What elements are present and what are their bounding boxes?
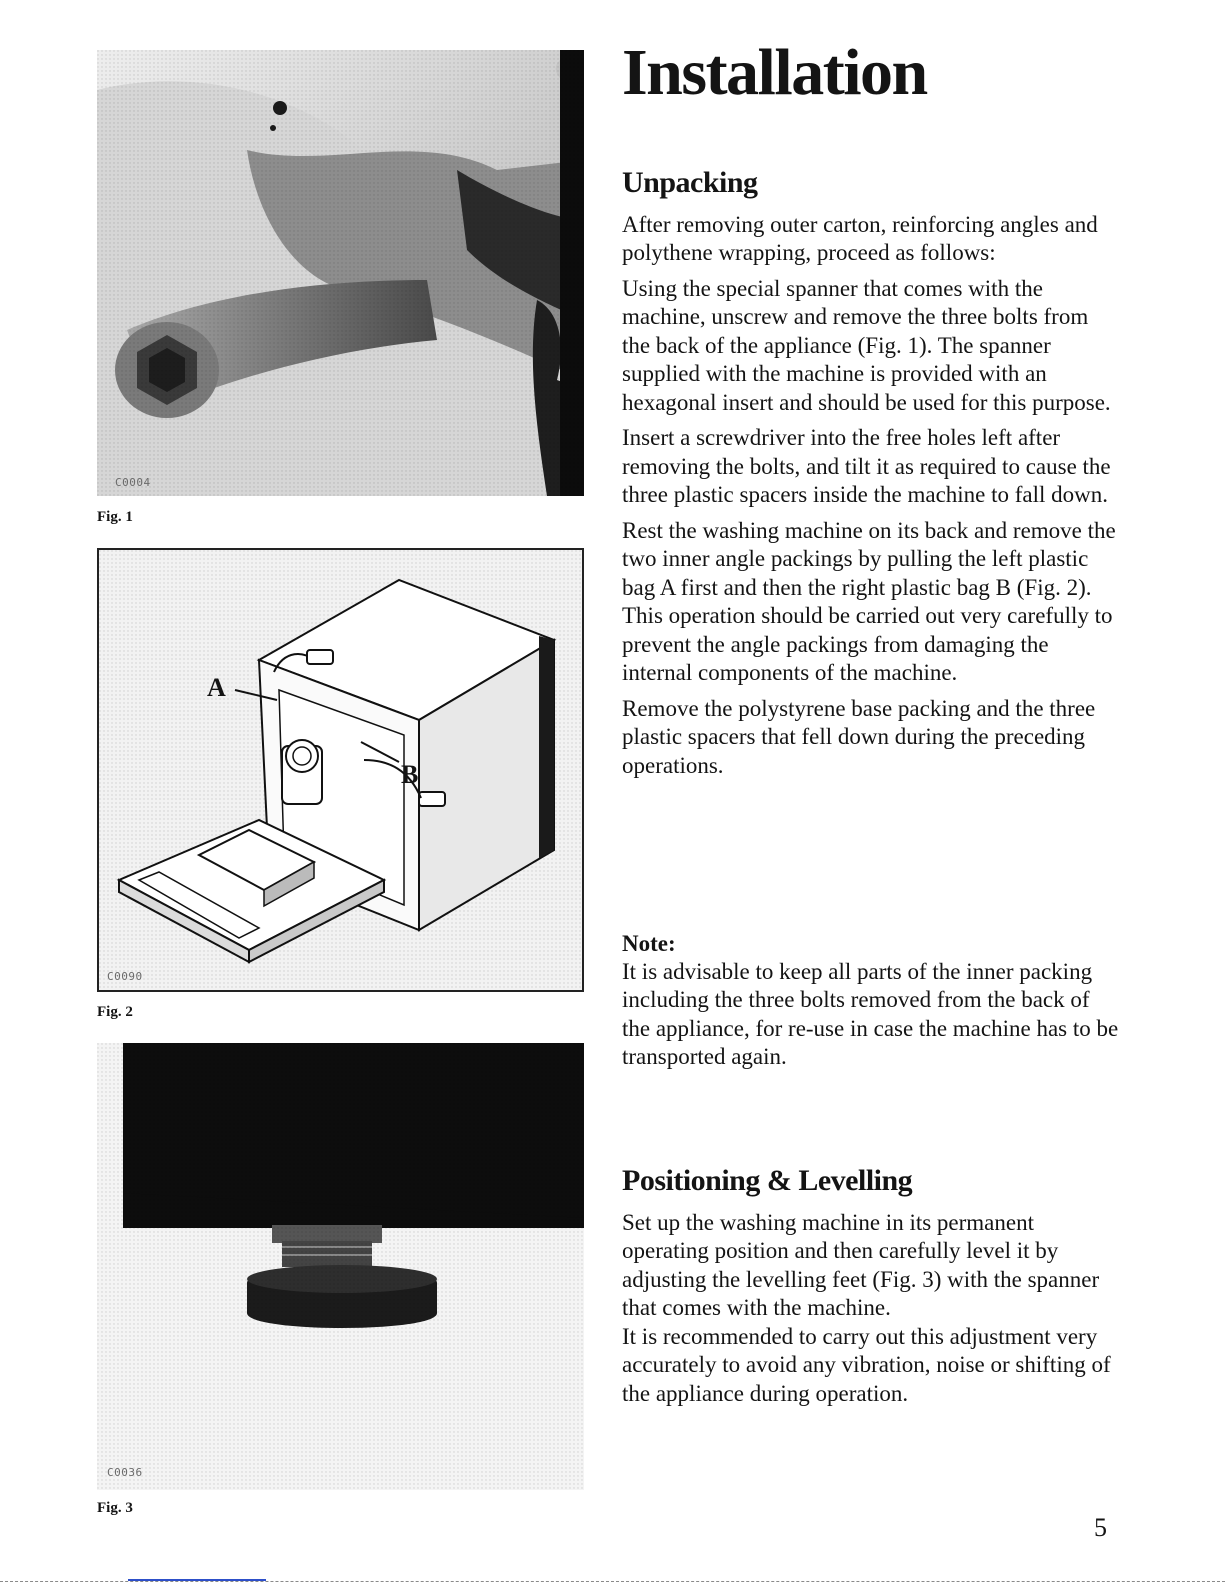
note-text: It is advisable to keep all parts of the inner packing including the three bolts removed from the back of the appliance, for re-use in case the machine has to be transported again. — [622, 958, 1119, 1070]
paragraph: Rest the washing machine on its back and remove the two inner angle packings by pulling the left plastic bag A first and then the right plastic bag B (Fig. 2). This operation should be carried out very carefully to prevent the angle packings from damaging the internal components of the machine. — [622, 517, 1116, 685]
paragraph: Using the special spanner that comes with the machine, unscrew and remove the three bolts from the back of the appliance (Fig. 1). The spanner supplied with the machine is provided with an hexagonal insert and should be used for this purpose. — [622, 275, 1111, 415]
note-section — [622, 930, 1122, 1079]
page-title: Installation — [622, 36, 927, 109]
unpacking-heading: Unpacking — [622, 166, 758, 199]
figure-code: C0090 — [107, 970, 143, 983]
figure-3-photo — [97, 1043, 584, 1490]
figure-1-photo — [97, 50, 584, 496]
figure-caption: Fig. 3 — [97, 1500, 133, 1516]
label-a: A — [207, 673, 226, 702]
positioning-heading: Positioning & Levelling — [622, 1164, 913, 1197]
footer-rule — [0, 1581, 1225, 1582]
figure-caption: Fig. 1 — [97, 509, 133, 525]
positioning-section — [622, 1164, 1122, 1415]
page-number: 5 — [1094, 1513, 1107, 1542]
figure-code: C0036 — [107, 1466, 143, 1479]
paragraph: Insert a screwdriver into the free holes left after removing the bolts, and tilt it as required to cause the three plastic spacers inside the machine to fall down. — [622, 425, 1111, 507]
note-heading: Note: — [622, 931, 676, 956]
paragraph: After removing outer carton, reinforcing angles and polythene wrapping, proceed as follows: — [622, 211, 1098, 265]
unpacking-section — [622, 166, 1122, 787]
figure-code: C0004 — [115, 476, 151, 489]
footer-link[interactable] — [128, 1579, 266, 1581]
paragraph: It is recommended to carry out this adjustment very accurately to avoid any vibration, noise or shifting of the appliance during operation. — [622, 1323, 1111, 1406]
paragraph: Set up the washing machine in its permanent operating position and then carefully level it by adjusting the levelling feet (Fig. 3) with the spanner that comes with the machine. — [622, 1209, 1100, 1320]
label-b: B — [401, 760, 419, 789]
figure-2-diagram — [97, 548, 584, 992]
paragraph: Remove the polystyrene base packing and the three plastic spacers that fell down during the preceding operations. — [622, 695, 1096, 778]
figure-caption: Fig. 2 — [97, 1004, 133, 1020]
